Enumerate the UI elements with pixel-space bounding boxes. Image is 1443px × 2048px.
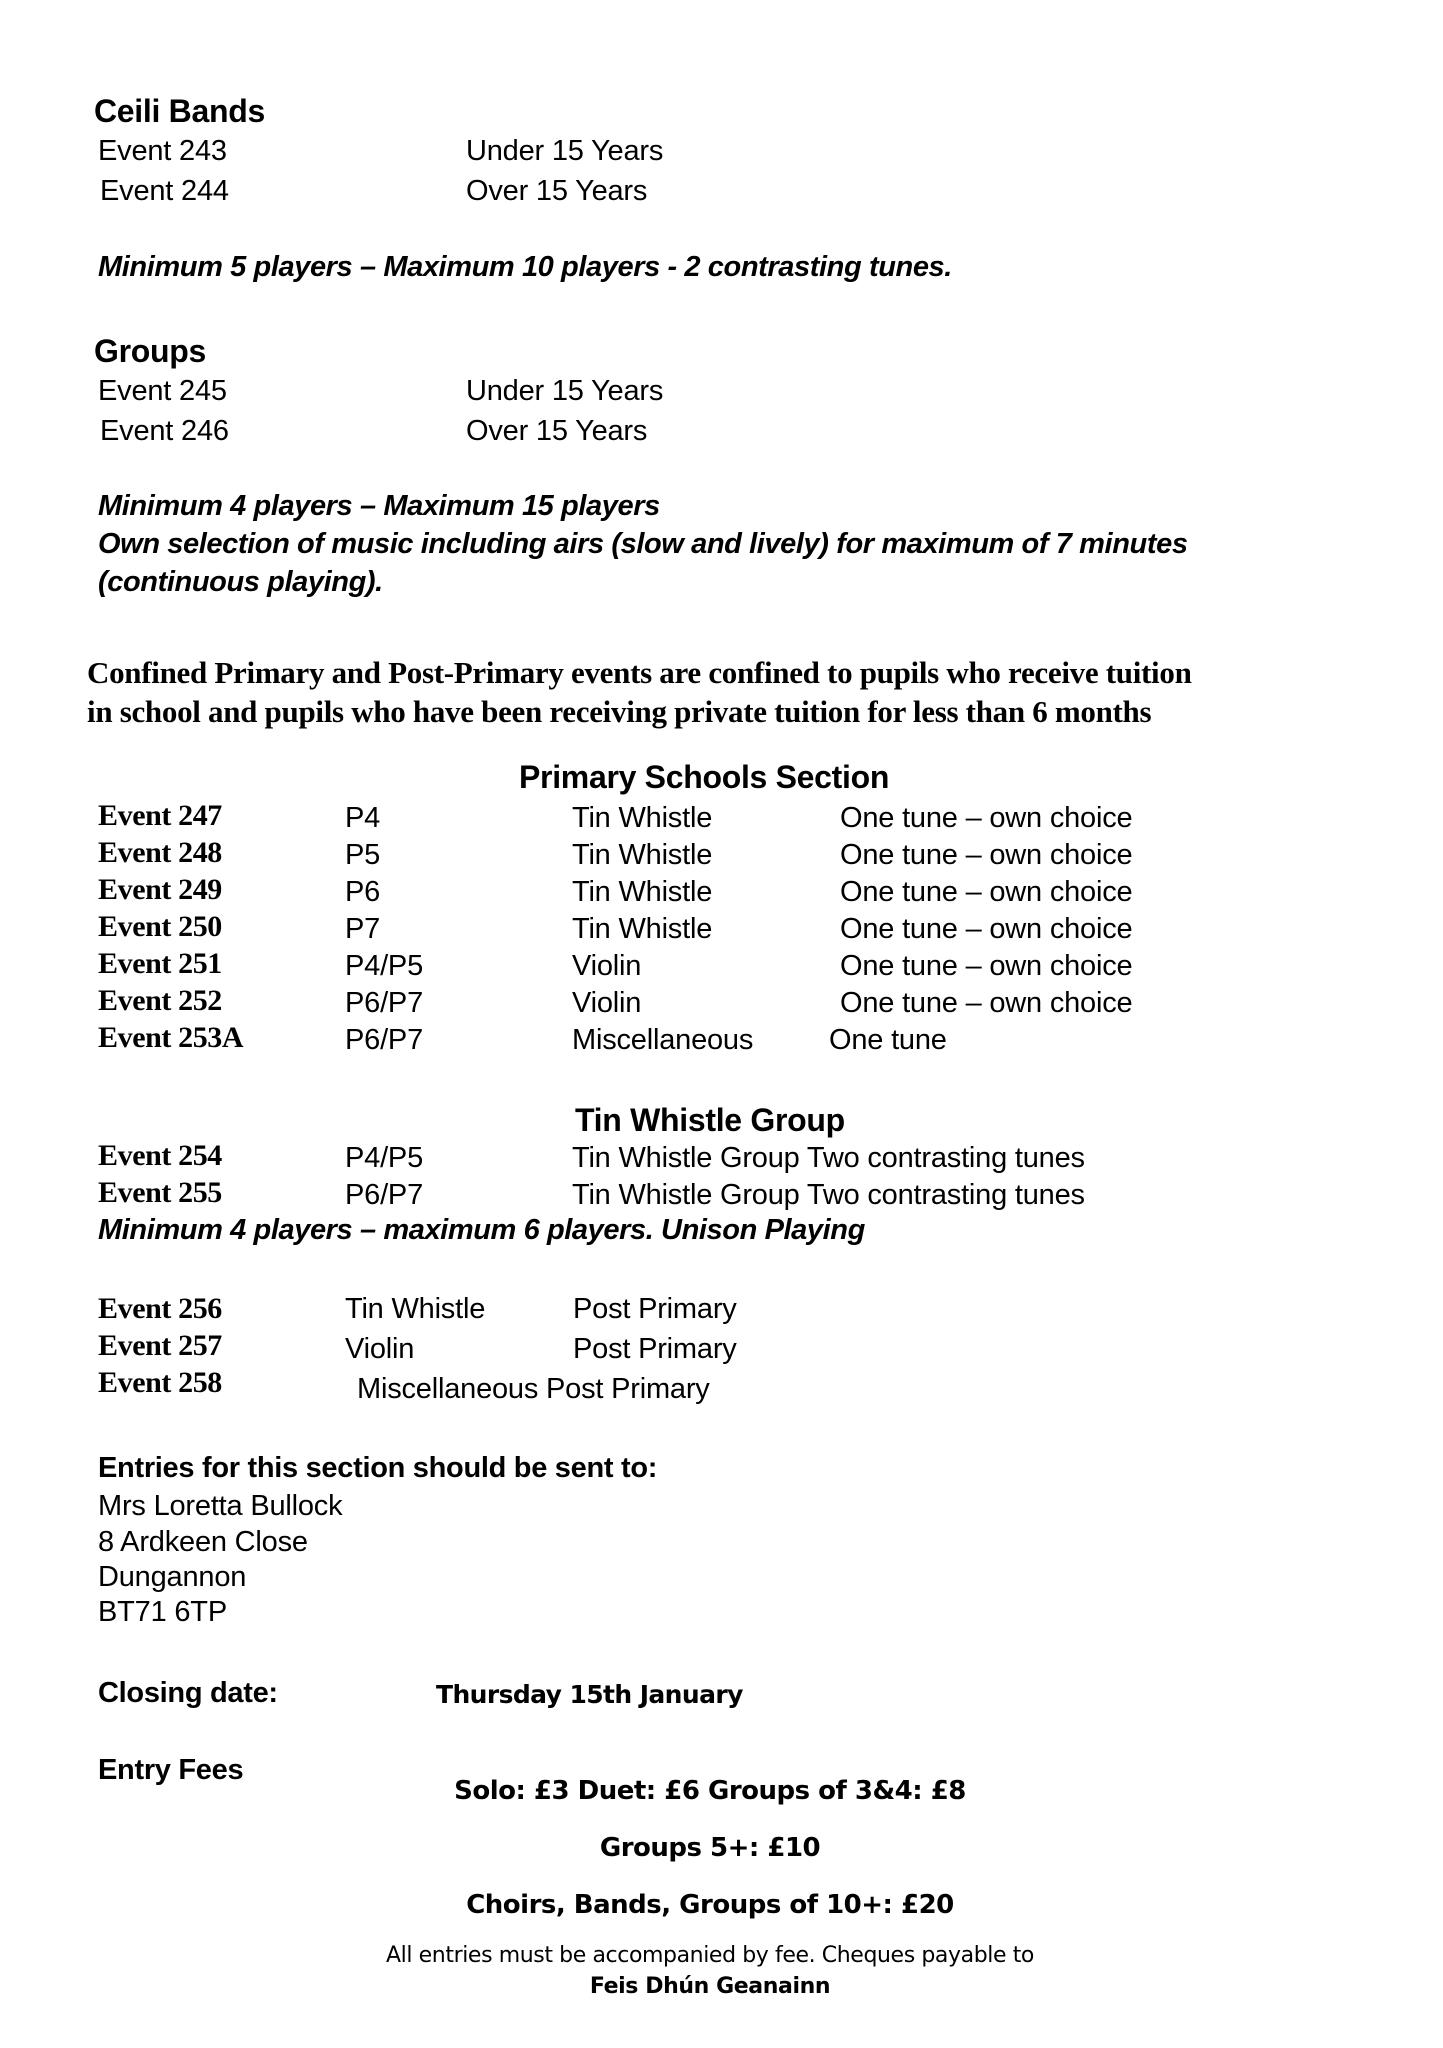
event-class: P4/P5 (345, 1142, 423, 1174)
event-number: Event 252 (98, 984, 222, 1017)
event-number: Event 257 (98, 1329, 222, 1362)
event-category: Under 15 Years (466, 135, 664, 167)
event-number: Event 249 (98, 873, 222, 906)
event-number: Event 253A (98, 1021, 244, 1054)
event-instrument: Tin Whistle (572, 913, 713, 945)
closing-date-value: Thursday 15th January (436, 1680, 743, 1709)
groups-note-line: Own selection of music including airs (slow and lively) for maximum of 7 minutes (98, 528, 1188, 560)
event-requirement: One tune – own choice (840, 876, 1133, 908)
address-line: BT71 6TP (98, 1596, 227, 1628)
event-instrument: Violin (572, 987, 642, 1019)
event-number: Event 255 (98, 1176, 222, 1209)
ceili-bands-note: Minimum 5 players – Maximum 10 players - 2 contrasting tunes. (98, 251, 952, 283)
entries-heading: Entries for this section should be sent to: (98, 1452, 658, 1484)
section-title-groups: Groups (94, 333, 206, 369)
event-class: P5 (345, 839, 381, 871)
section-title-tin-whistle-group: Tin Whistle Group (575, 1102, 845, 1138)
event-requirement: One tune – own choice (840, 950, 1133, 982)
event-class: P4 (345, 802, 381, 834)
cheque-payee: Feis Dhún Geanainn (589, 1974, 831, 1999)
event-level: Post Primary (573, 1293, 737, 1325)
event-number: Event 258 (98, 1366, 222, 1399)
event-description: Miscellaneous Post Primary (357, 1373, 710, 1405)
event-class: P7 (345, 913, 381, 945)
address-line: Dungannon (98, 1561, 247, 1593)
event-class: P6/P7 (345, 1024, 423, 1056)
address-line: 8 Ardkeen Close (98, 1526, 308, 1558)
event-number: Event 247 (98, 799, 222, 832)
fee-line: Choirs, Bands, Groups of 10+: £20 (466, 1890, 954, 1920)
address-line: Mrs Loretta Bullock (98, 1490, 343, 1522)
event-description: Tin Whistle Group Two contrasting tunes (572, 1179, 1085, 1211)
closing-date-label: Closing date: (98, 1677, 278, 1709)
event-number: Event 256 (98, 1292, 222, 1325)
groups-note-line: Minimum 4 players – Maximum 15 players (98, 490, 660, 522)
event-instrument: Violin (572, 950, 642, 982)
event-instrument: Miscellaneous (572, 1024, 754, 1056)
event-requirement: One tune (829, 1024, 947, 1056)
event-number: Event 246 (100, 415, 229, 447)
confined-notice-line: in school and pupils who have been receiving private tuition for less than 6 months (87, 694, 1152, 729)
section-title-primary-schools: Primary Schools Section (519, 759, 890, 795)
event-number: Event 248 (98, 836, 222, 869)
fee-line: Groups 5+: £10 (599, 1833, 821, 1863)
event-description: Tin Whistle Group Two contrasting tunes (572, 1142, 1085, 1174)
event-requirement: One tune – own choice (840, 987, 1133, 1019)
event-number: Event 243 (98, 135, 227, 167)
event-class: P6/P7 (345, 987, 423, 1019)
event-requirement: One tune – own choice (840, 913, 1133, 945)
event-level: Post Primary (573, 1333, 737, 1365)
confined-notice-line: Confined Primary and Post-Primary events are confined to pupils who receive tuition (87, 655, 1192, 690)
event-instrument: Tin Whistle (345, 1293, 486, 1325)
event-category: Over 15 Years (466, 175, 648, 207)
event-requirement: One tune – own choice (840, 839, 1133, 871)
event-class: P6 (345, 876, 381, 908)
section-title-ceili-bands: Ceili Bands (94, 93, 265, 129)
event-number: Event 251 (98, 947, 222, 980)
event-instrument: Tin Whistle (572, 876, 713, 908)
event-number: Event 254 (98, 1139, 222, 1172)
event-number: Event 244 (100, 175, 229, 207)
fees-footer: All entries must be accompanied by fee. Cheques payable to (386, 1943, 1034, 1968)
event-instrument: Tin Whistle (572, 839, 713, 871)
fee-line: Solo: £3 Duet: £6 Groups of 3&4: £8 (454, 1776, 966, 1806)
event-class: P6/P7 (345, 1179, 423, 1211)
entry-fees-label: Entry Fees (98, 1754, 244, 1786)
event-category: Over 15 Years (466, 415, 648, 447)
event-number: Event 245 (98, 375, 227, 407)
event-class: P4/P5 (345, 950, 423, 982)
event-instrument: Violin (345, 1333, 415, 1365)
event-category: Under 15 Years (466, 375, 664, 407)
tin-whistle-group-note: Minimum 4 players – maximum 6 players. Unison Playing (98, 1214, 865, 1246)
event-number: Event 250 (98, 910, 222, 943)
event-instrument: Tin Whistle (572, 802, 713, 834)
groups-note-line: (continuous playing). (98, 566, 383, 598)
event-requirement: One tune – own choice (840, 802, 1133, 834)
